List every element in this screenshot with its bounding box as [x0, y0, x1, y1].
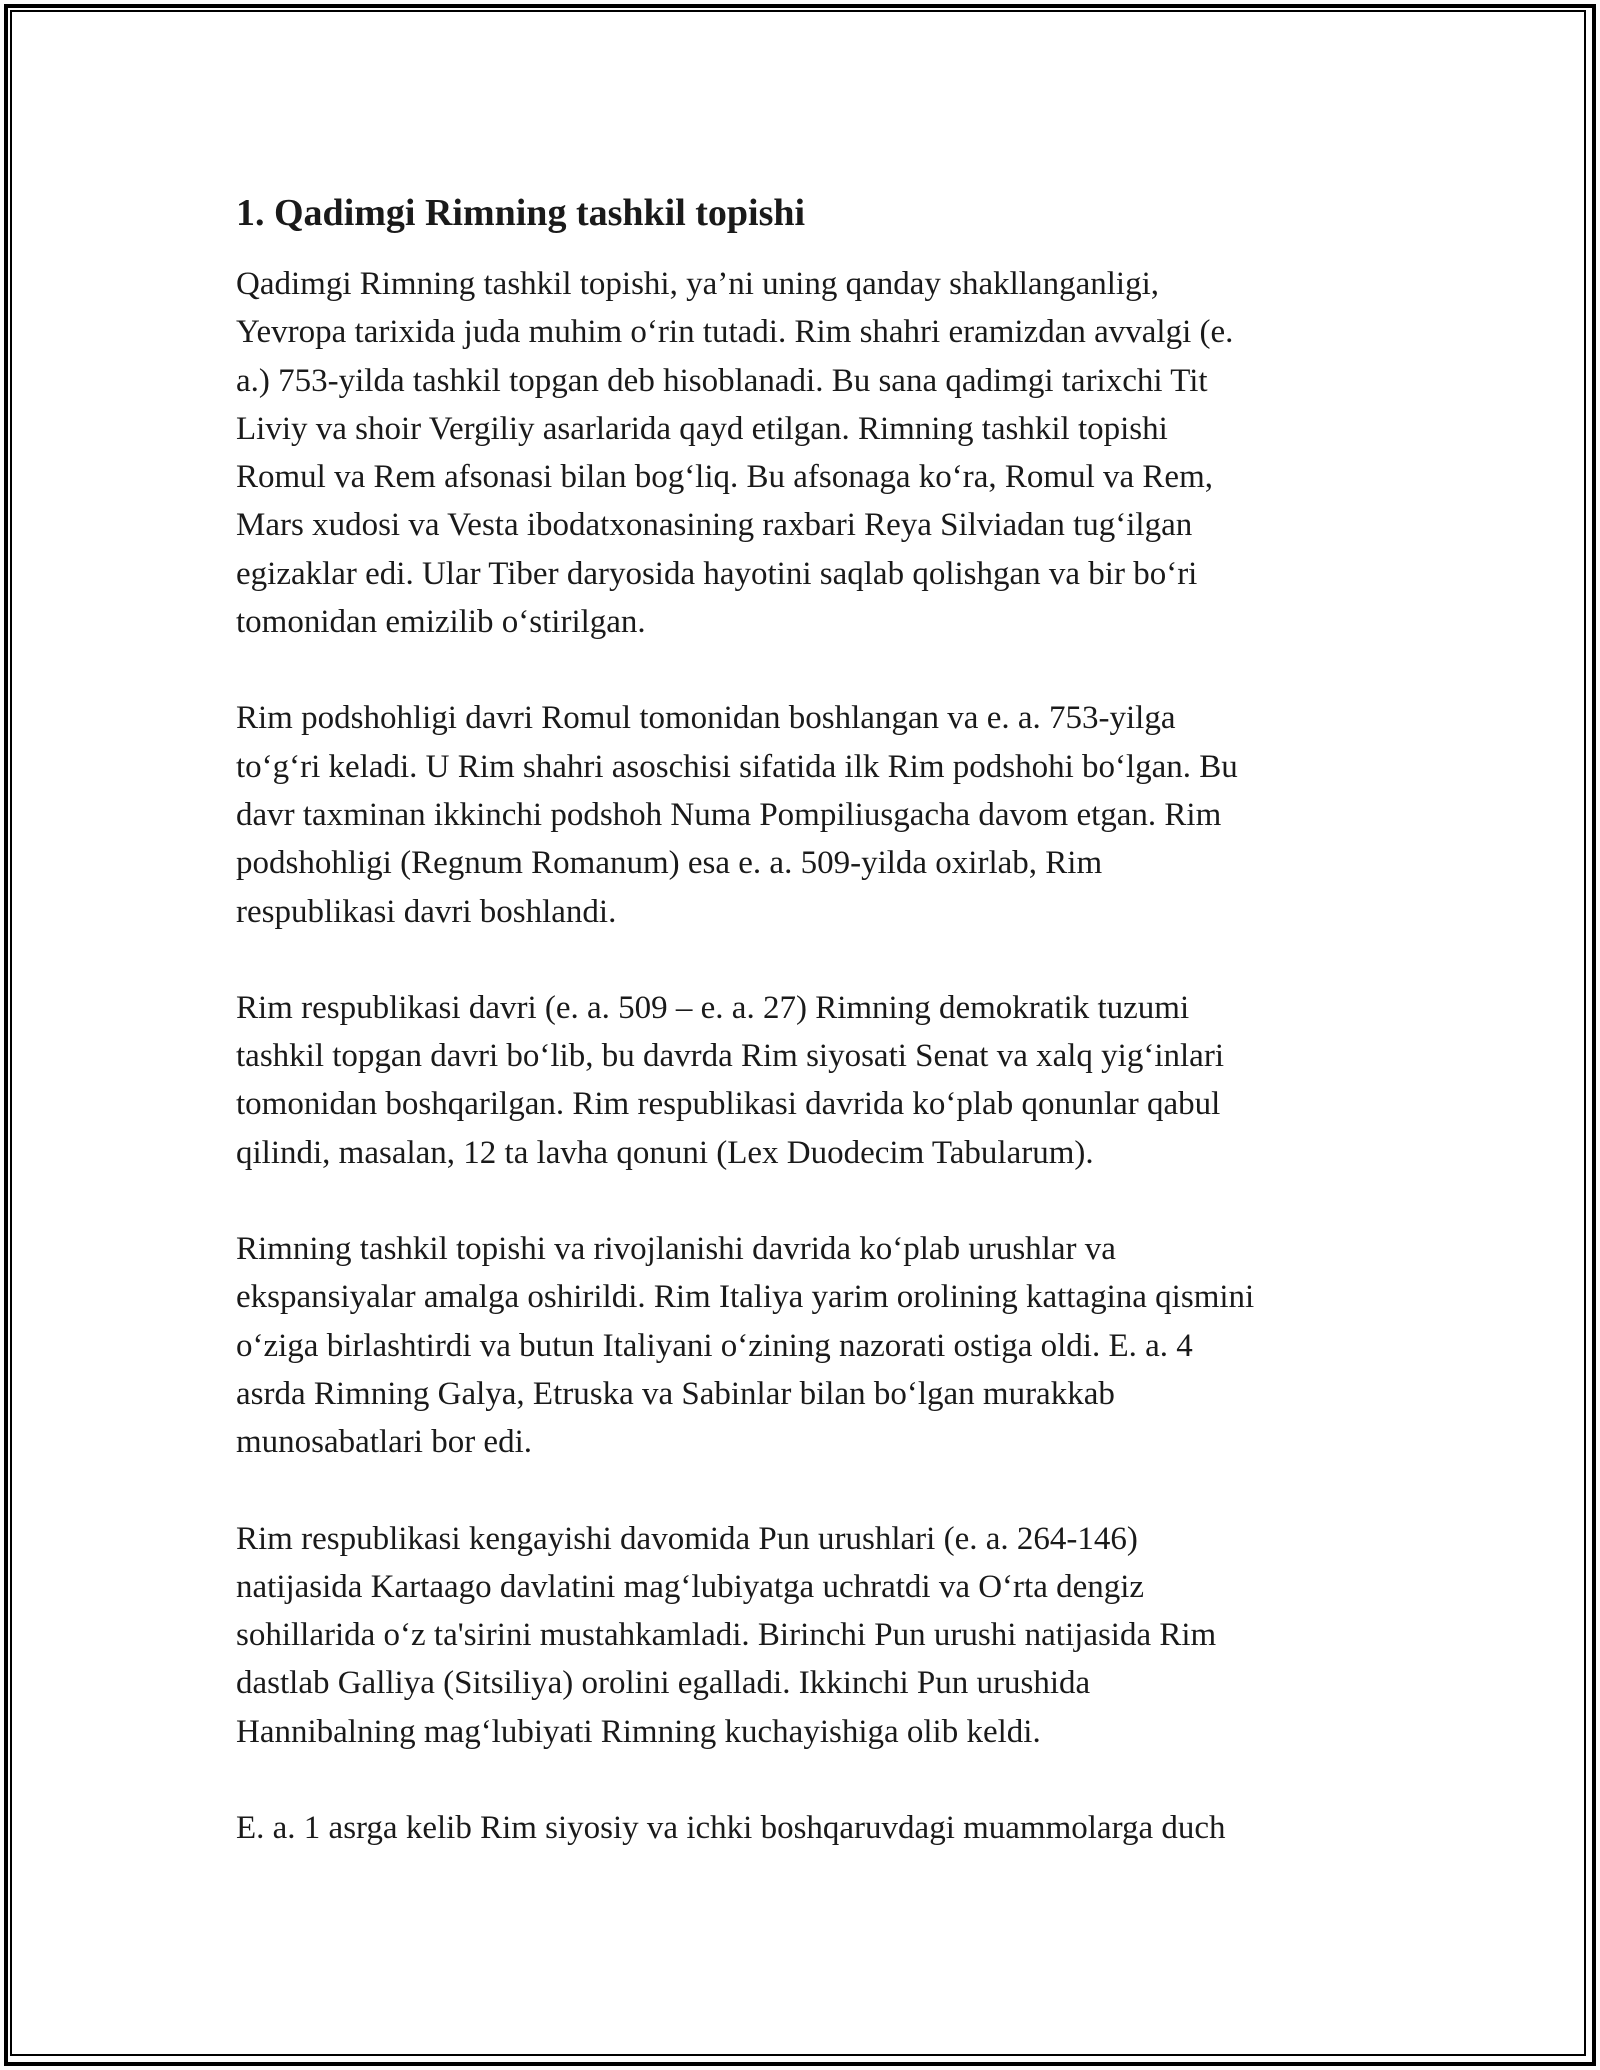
paragraph-punic-wars: Rim respublikasi kengayishi davomida Pun urushlari (e. a. 264-146) natijasida Kartaago davlatini magʻlubiyatga uchratdi va Oʻrta dengiz sohillarida oʻz ta'sirini mustahkamladi. Birinchi Pun urushi natijasida Rim dastlab Galliya (Sitsiliya) orolini egalladi. Ikkinchi Pun urushida Hannibalning magʻlubiyati Rimning kuchayishiga olib keldi. [236, 1520, 1217, 1750]
document-body [236, 188, 1386, 1900]
paragraph-kingdom: Rim podshohligi davri Romul tomonidan boshlangan va e. a. 753-yilga toʻgʻri keladi. U Rim shahri asoschisi sifatida ilk Rim podshohi boʻlgan. Bu davr taxminan ikkinchi podshoh Numa Pompiliusgacha davom etgan. Rim podshohligi (Regnum Romanum) esa e. a. 509-yilda oxirlab, Rim respublikasi davri boshlandi. [236, 700, 1238, 930]
paragraph-expansion: Rimning tashkil topishi va rivojlanishi davrida koʻplab urushlar va ekspansiyalar amalga oshirildi. Rim Italiya yarim orolining kattagina qismini oʻziga birlashtirdi va butun Italiyani oʻzining nazorati ostiga oldi. E. a. 4 asrda Rimning Galya, Etruska va Sabinlar bilan boʻlgan murakkab munosabatlari bor edi. [236, 1231, 1255, 1461]
paragraph-founding: Qadimgi Rimning tashkil topishi, ya’ni uning qanday shakllanganligi, Yevropa tarixida juda muhim oʻrin tutadi. Rim shahri eramizdan avvalgi (e. a.) 753-yilda tashkil topgan deb hisoblanadi. Bu sana qadimgi tarixchi Tit Liviy va shoir Vergiliy asarlarida qayd etilgan. Rimning tashkil topishi Romul va Rem afsonasi bilan bogʻliq. Bu afsonaga koʻra, Romul va Rem, Mars xudosi va Vesta ibodatxonasining raxbari Reya Silviadan tugʻilgan egizaklar edi. Ular Tiber daryosida hayotini saqlab qolishgan va bir boʻri tomonidan emizilib oʻstirilgan. [236, 266, 1234, 641]
section-heading: 1. Qadimgi Rimning tashkil topishi [236, 192, 806, 234]
paragraph-republic: Rim respublikasi davri (e. a. 509 – e. a. 27) Rimning demokratik tuzumi tashkil topgan davri boʻlib, bu davrda Rim siyosati Senat va xalq yigʻinlari tomonidan boshqarilgan. Rim respublikasi davrida koʻplab qonunlar qabul qilindi, masalan, 12 ta lavha qonuni (Lex Duodecim Tabularum). [236, 989, 1224, 1171]
paragraph-first-century: E. a. 1 asrga kelib Rim siyosiy va ichki boshqaruvdagi muammolarga duch [236, 1810, 1226, 1847]
